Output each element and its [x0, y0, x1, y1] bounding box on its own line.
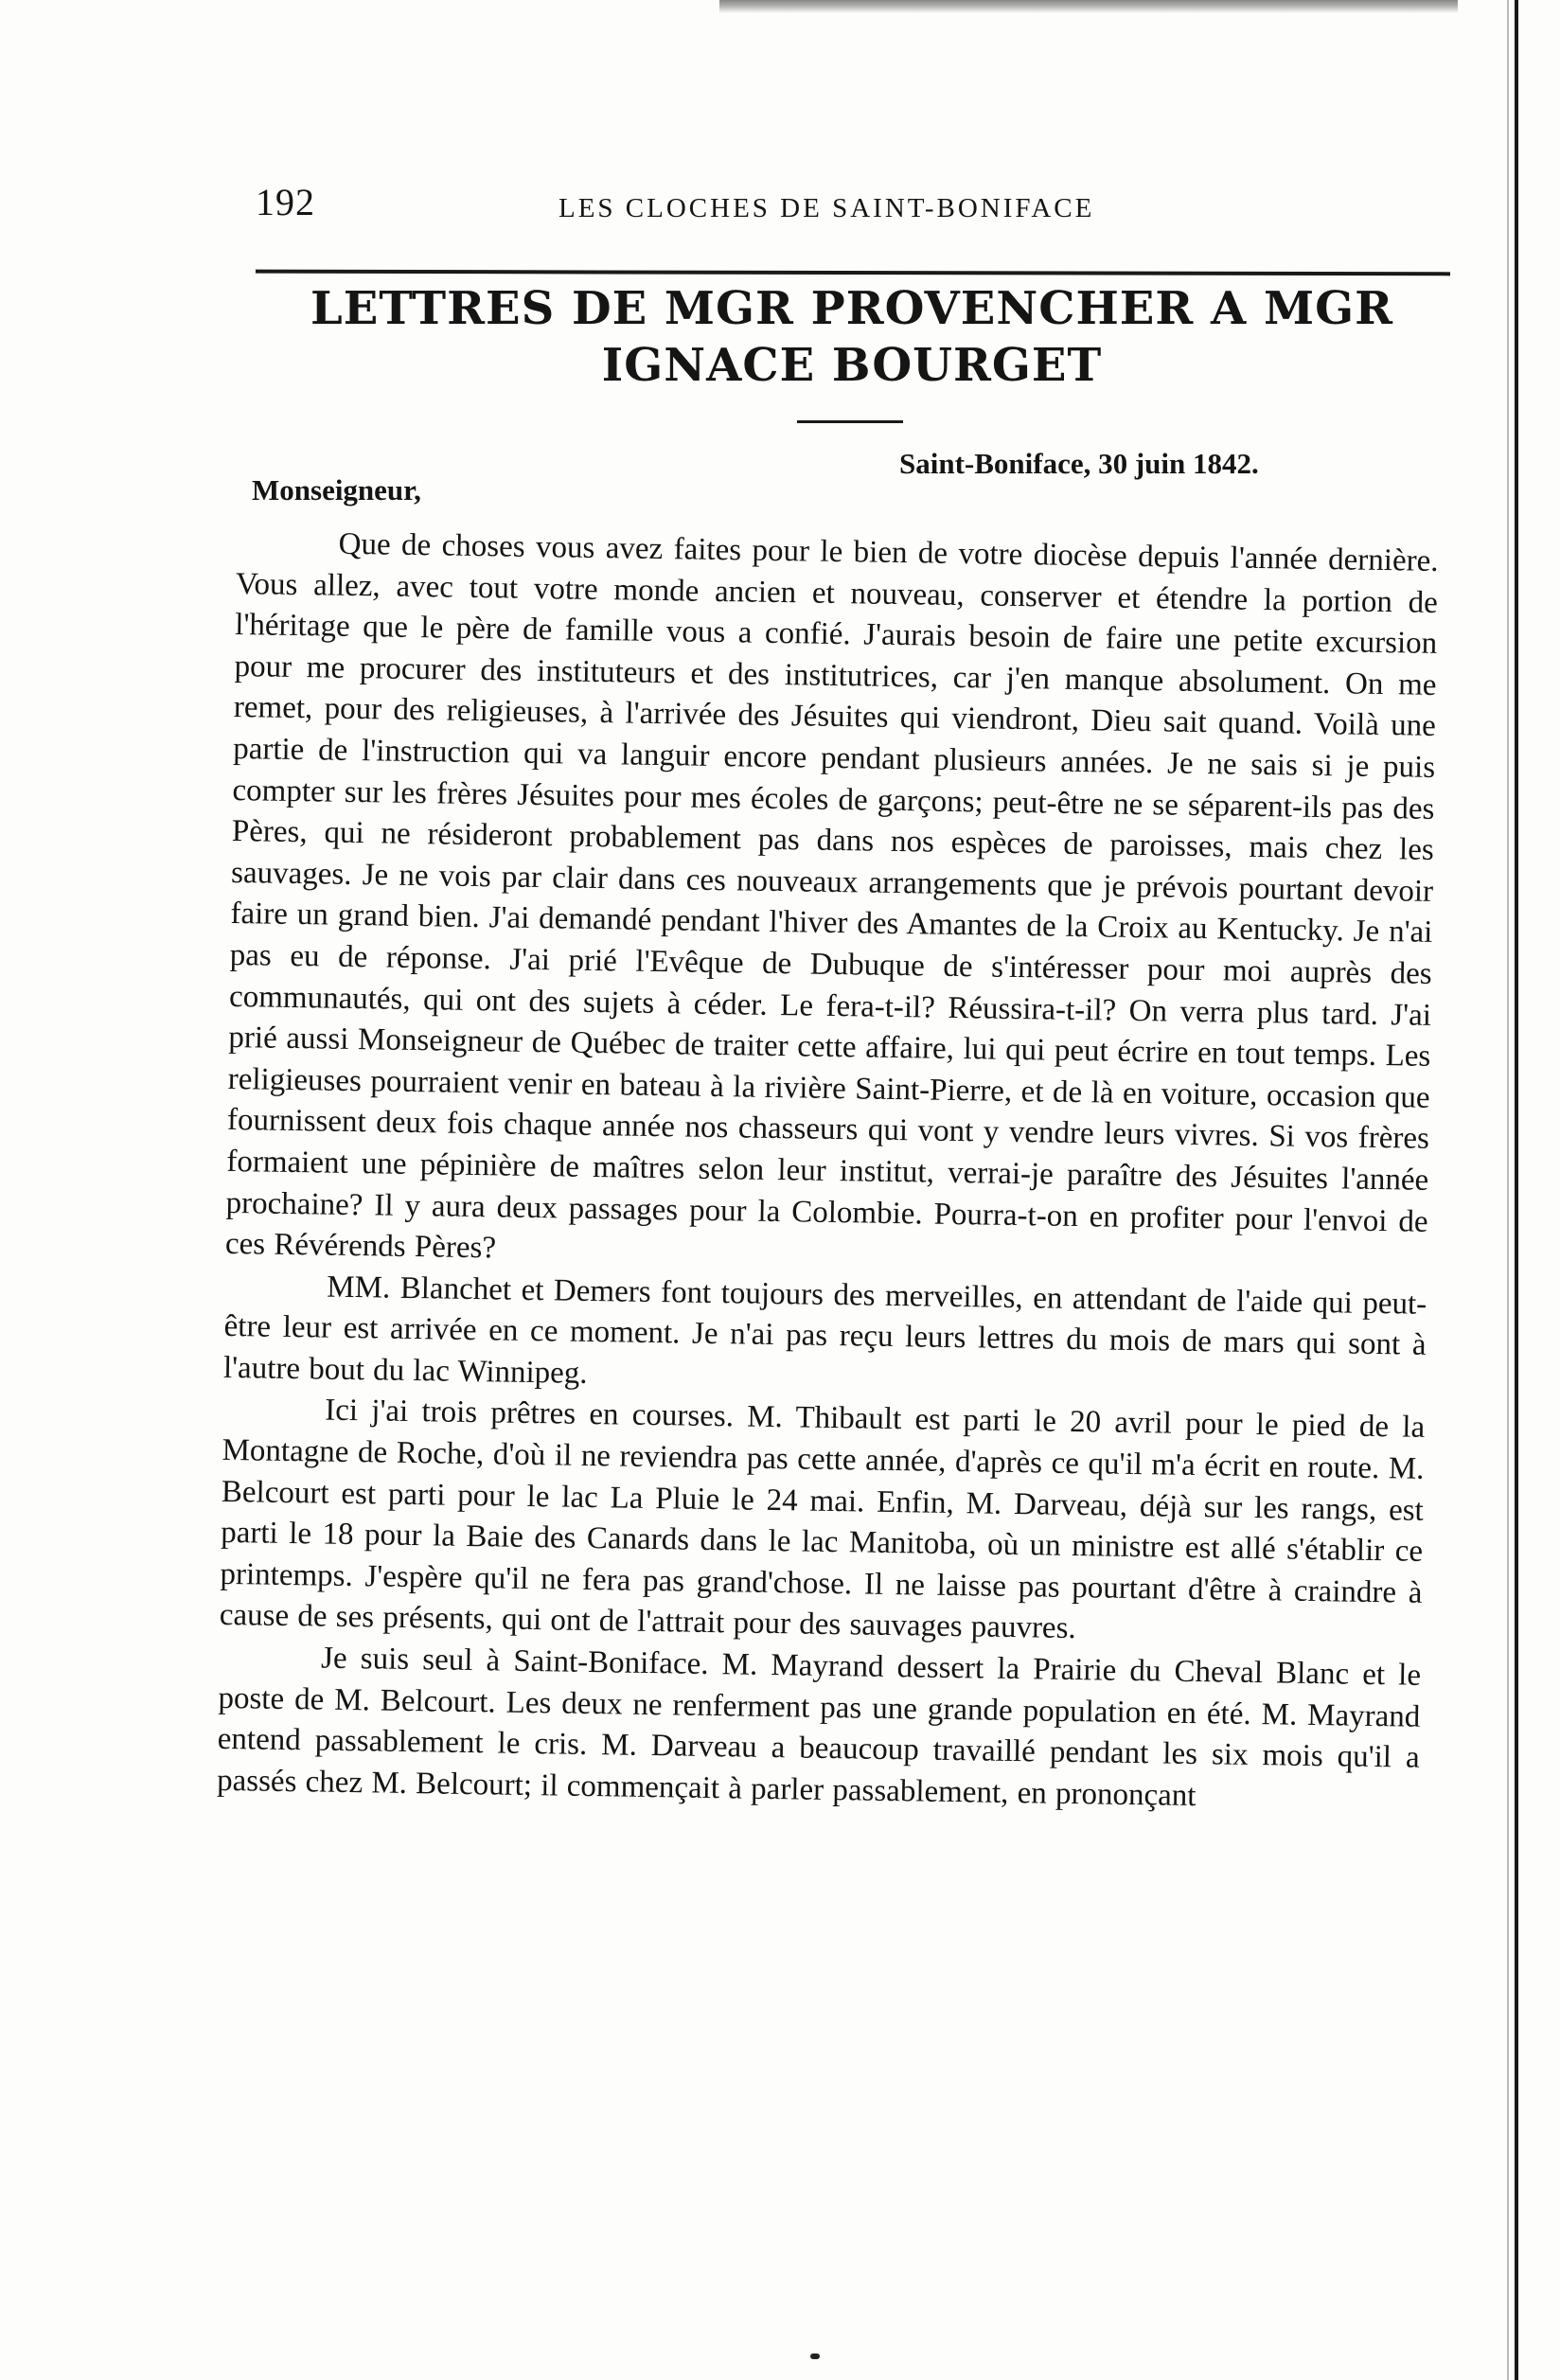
salutation: Monseigneur, [252, 473, 421, 506]
scan-edge [1515, 0, 1518, 2380]
scan-smudge [719, 0, 1458, 13]
paragraph: Je suis seul à Saint-Boniface. M. Mayrand dessert la Prairie du Cheval Blanc et le poste de M. Belcourt. Les deux ne renferment pas une grande population en été. M. Mayrand entend passablement le cris. M. Darveau a beaucoup travaillé pendant les six mois qu'il a passés chez M. Belcourt; il commençait à parler passablement, en prononçant [216, 1641, 1422, 1813]
paragraph: MM. Blanchet et Demers font toujours des merveilles, en attendant de l'aide qui peut-être leur est arrivée en ce moment. Je n'ai pas reçu leurs lettres du mois de mars qui sont à l'autre bout du lac Winnipeg. [222, 1270, 1427, 1391]
dateline: Saint-Boniface, 30 juin 1842. [899, 447, 1259, 480]
page-header [256, 180, 1448, 237]
article-title: LETTRES DE MGR PROVENCHER A MGR IGNACE BOURGET [310, 282, 1393, 392]
paragraph: Ici j'ai trois prêtres en courses. M. Thibault est parti le 20 avril pour le pied de la Montagne de Roche, d'où il ne reviendra pas cette année, d'après ce qu'il m'a écrit en route. M. Belcourt est parti pour le lac La Pluie le 24 mai. Enfin, M. Darveau, déjà sur les rangs, est parti le 18 pour la Baie des Canards dans le lac Manitoba, où un ministre est allé s'établir ce printemps. J'espère qu'il ne fera pas grand'chose. Il ne laisse pas pourtant d'être à craindre à cause de ses présents, qui ont de l'attrait pour des sauvages pauvres. [219, 1394, 1426, 1646]
running-head: LES CLOCHES DE SAINT-BONIFACE [558, 193, 1095, 223]
letter-body [217, 523, 1439, 1821]
title-rule [797, 420, 903, 423]
scan-edge-shadow [1507, 0, 1509, 2380]
scan-speck [810, 2353, 820, 2359]
paragraph: Que de choses vous avez faites pour le bien de votre diocèse depuis l'année dernière. Vous allez, avec tout votre monde ancien et nouveau, conserver et étendre la portion de l'héritage que le père de famille vous a confié. J'aurais besoin de faire une petite excursion pour me procurer des instituteurs et des institutrices, car j'en manque absolument. On me remet, pour des religieuses, à l'arrivée des Jésuites qui viendront, Dieu sait quand. Voilà une partie de l'instruction qui va languir encore pendant plusieurs années. Je ne sais si je puis compter sur les frères Jésuites pour mes écoles de garçons; peut-être ne se séparent-ils pas des Pères, qui ne résideront probablement pas dans nos espèces de paroisses, mais chez les sauvages. Je ne vois par clair dans ces nouveaux arrangements que je prévois pourtant devoir faire un grand bien. J'ai demandé pendant l'hiver des Amantes de la Croix au Kentucky. Je n'ai pas eu de réponse. J'ai prié l'Evêque de Dubuque de s'intéresser pour moi auprès des communautés, qui ont des sujets à céder. Le fera-t-il? Réussira-t-il? On verra plus tard. J'ai prié aussi Monseigneur de Québec de traiter cette affaire, lui qui peut écrire en tout temps. Les religieuses pourraient venir en bateau à la rivière Saint-Pierre, et de là en voiture, occasion que fournissent deux fois chaque année nos chasseurs qui vont y vendre leurs vivres. Si vos frères formaient une pépinière de maîtres selon leur institut, verrai-je paraître des Jésuites l'année prochaine? Il y aura deux passages pour la Colombie. Pourra-t-on en profiter pour l'envoi de ces Révérends Pères? [224, 526, 1439, 1266]
page-number: 192 [256, 181, 315, 223]
header-rule [256, 270, 1450, 276]
